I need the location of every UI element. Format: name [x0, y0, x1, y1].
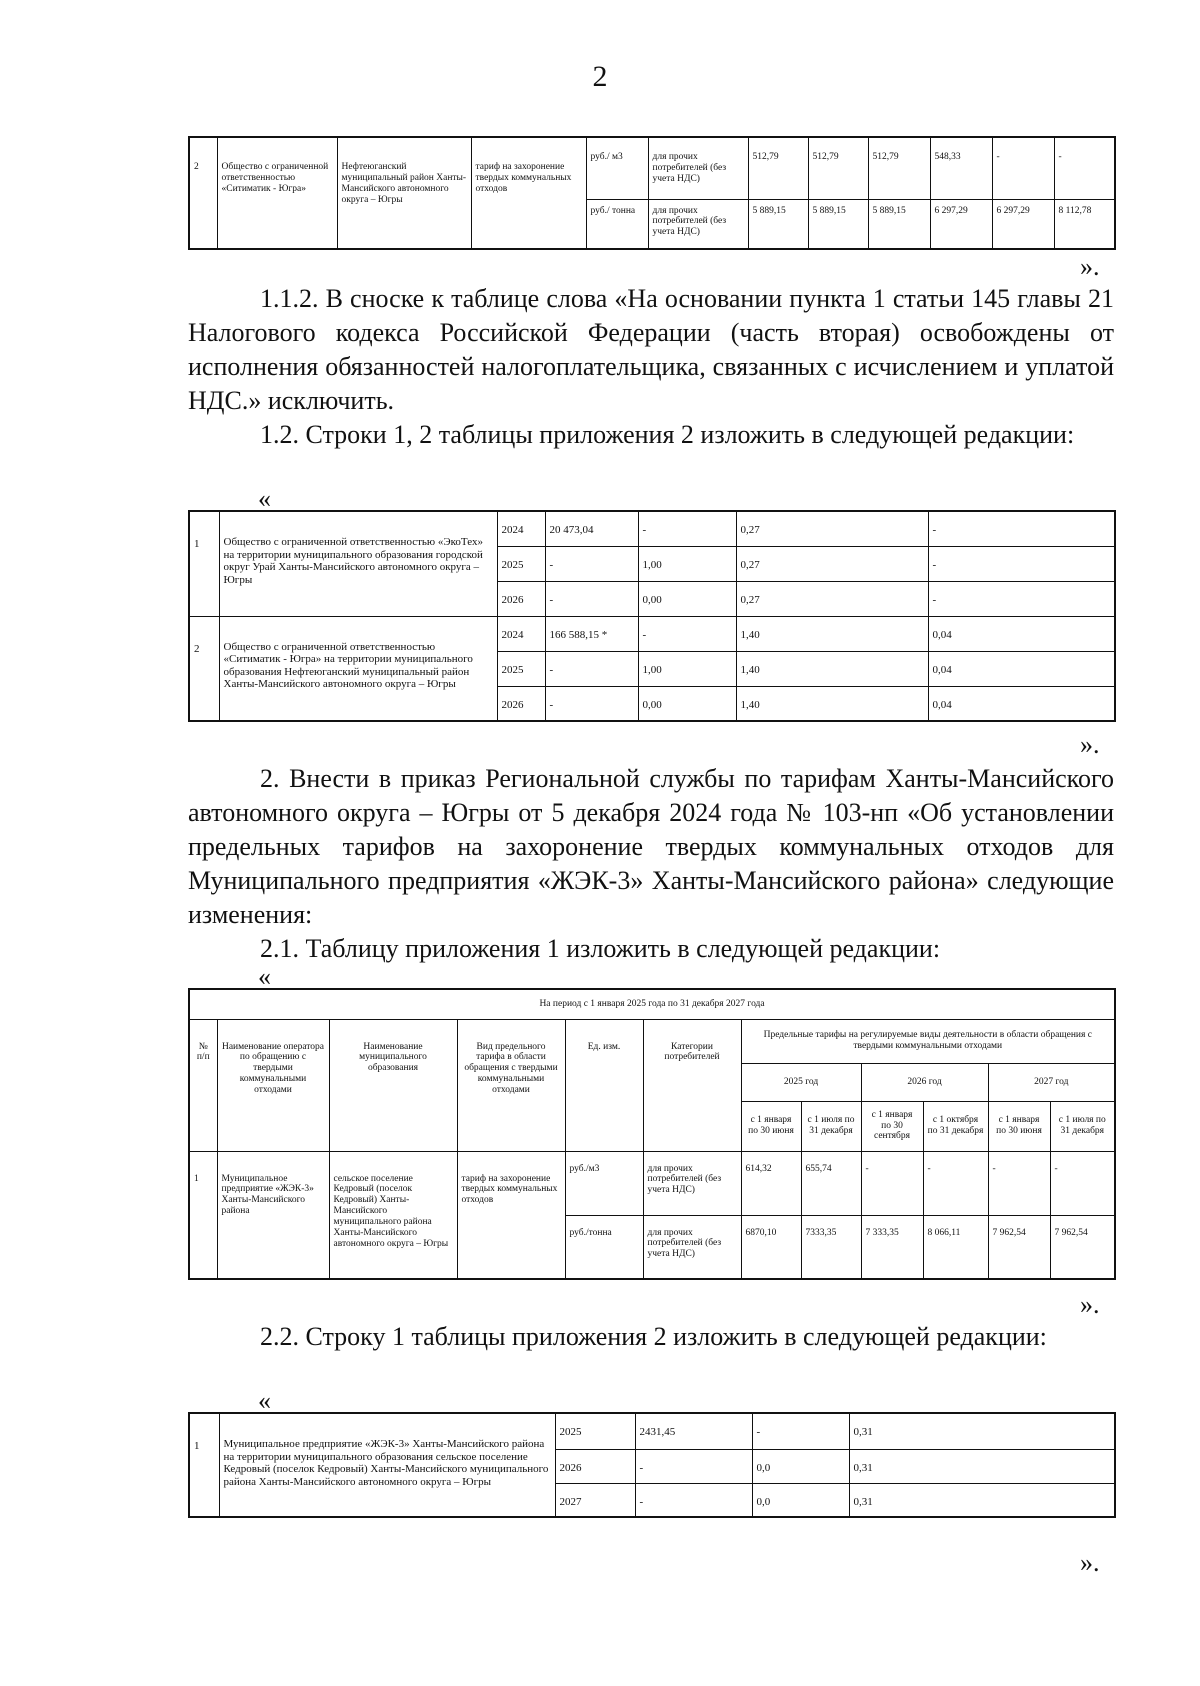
- value-cell: 0,31: [849, 1483, 1115, 1517]
- value-cell: 0,00: [638, 686, 736, 721]
- appendix2-table: [188, 510, 1116, 722]
- value-cell: -: [545, 581, 638, 616]
- paragraph-1-1-2: 1.1.2. В сноске к таблице слова «На основании пункта 1 статьи 145 главы 21 Налогового кодекса Российской Федерации (часть вторая) освобождены от исполнения обязанностей налогоплательщика, связанных с исчислением и уплатой НДС.» исключить.: [188, 284, 1114, 415]
- paragraph-2: 2. Внести в приказ Региональной службы по тарифам Ханты-Мансийского автономного округа – Югры от 5 декабря 2024 года № 103-нп «Об установлении предельных тарифов на захоронение твердых коммунальных отходов для Муниципального предприятия «ЖЭК-3» Ханты-Мансийского района» следующие изменения:: [188, 764, 1114, 929]
- year-cell: 2025: [555, 1413, 635, 1449]
- value-cell: -: [635, 1449, 752, 1483]
- col-header-operator: Наименование оператора по обращению с твердыми коммунальными отходами: [217, 1019, 329, 1151]
- value-cell: -: [752, 1413, 849, 1449]
- operator-name-cell: Общество с ограниченной ответственностью «ЭкоТех» на территории муниципального образования городской округ Урай Ханты-Мансийского автономного округа – Югры: [219, 511, 497, 616]
- municipality-cell: сельское поселение Кедровый (поселок Кедровый) Ханты-Мансийского муниципального района Ханты-Мансийского автономного округа – Югры: [329, 1151, 457, 1279]
- tariff-type-cell: тариф на захоронение твердых коммунальных отходов: [471, 137, 586, 249]
- year-cell: 2026: [497, 581, 545, 616]
- value-cell: -: [635, 1483, 752, 1517]
- value-cell: -: [545, 651, 638, 686]
- value-cell: 614,32: [741, 1151, 801, 1215]
- row-no: 1: [189, 1151, 217, 1279]
- value-cell: 6 297,29: [992, 199, 1054, 249]
- value-cell: 0,04: [928, 616, 1115, 651]
- value-cell: 1,40: [736, 686, 928, 721]
- year-cell: 2027: [555, 1483, 635, 1517]
- closing-quote: ».: [1080, 730, 1100, 759]
- municipality-cell: Нефтеюганский муниципальный район Ханты-Мансийского автономного округа – Югры: [337, 137, 471, 249]
- value-cell: 5 889,15: [748, 199, 808, 249]
- top-tariff-table: [188, 136, 1116, 250]
- value-cell: -: [988, 1151, 1050, 1215]
- col-header-period: с 1 января по 30 июня: [988, 1101, 1050, 1151]
- paragraph-1-2: 1.2. Строки 1, 2 таблицы приложения 2 изложить в следующей редакции:: [260, 420, 1075, 449]
- col-header-category: Категории потребителей: [643, 1019, 741, 1151]
- operator-cell: Общество с ограниченной ответственностью «Ситиматик - Югра»: [217, 137, 337, 249]
- category-cell: для прочих потребителей (без учета НДС): [648, 199, 748, 249]
- value-cell: 7 962,54: [1050, 1215, 1115, 1279]
- col-header-unit: Ед. изм.: [565, 1019, 643, 1151]
- paragraph-2-1: 2.1. Таблицу приложения 1 изложить в следующей редакции:: [260, 934, 941, 963]
- page-number: 2: [592, 60, 608, 93]
- col-header-period: с 1 июля по 31 декабря: [1050, 1101, 1115, 1151]
- value-cell: 1,40: [736, 616, 928, 651]
- closing-quote: ».: [1080, 1290, 1100, 1319]
- value-cell: -: [928, 511, 1115, 546]
- col-header-tariff-type: Вид предельного тарифа в области обращения с твердыми коммунальными отходами: [457, 1019, 565, 1151]
- value-cell: 512,79: [748, 137, 808, 199]
- category-cell: для прочих потребителей (без учета НДС): [648, 137, 748, 199]
- row-no: 1: [189, 511, 219, 616]
- period-header: На период с 1 января 2025 года по 31 декабря 2027 года: [189, 989, 1115, 1019]
- unit-cell: руб./ тонна: [586, 199, 648, 249]
- value-cell: 5 889,15: [868, 199, 930, 249]
- value-cell: 6870,10: [741, 1215, 801, 1279]
- value-cell: 0,0: [752, 1483, 849, 1517]
- value-cell: 0,04: [928, 686, 1115, 721]
- col-header-period: с 1 января по 30 июня: [741, 1101, 801, 1151]
- unit-cell: руб./ м3: [586, 137, 648, 199]
- unit-cell: руб./тонна: [565, 1215, 643, 1279]
- value-cell: -: [1050, 1151, 1115, 1215]
- value-cell: 0,27: [736, 546, 928, 581]
- col-header-2026: 2026 год: [861, 1063, 988, 1101]
- col-header-2027: 2027 год: [988, 1063, 1115, 1101]
- year-cell: 2025: [497, 546, 545, 581]
- value-cell: -: [861, 1151, 923, 1215]
- col-header-period: с 1 января по 30 сентября: [861, 1101, 923, 1151]
- value-cell: 8 112,78: [1054, 199, 1115, 249]
- year-cell: 2025: [497, 651, 545, 686]
- value-cell: 0,27: [736, 511, 928, 546]
- row-no: 2: [189, 137, 217, 249]
- value-cell: 0,0: [752, 1449, 849, 1483]
- operator-cell: Муниципальное предприятие «ЖЭК-3» Ханты-Мансийского района: [217, 1151, 329, 1279]
- value-cell: 0,04: [928, 651, 1115, 686]
- value-cell: -: [638, 616, 736, 651]
- value-cell: 1,00: [638, 651, 736, 686]
- year-cell: 2024: [497, 511, 545, 546]
- value-cell: 1,00: [638, 546, 736, 581]
- tariff-type-cell: тариф на захоронение твердых коммунальных отходов: [457, 1151, 565, 1279]
- value-cell: 5 889,15: [808, 199, 868, 249]
- col-header-2025: 2025 год: [741, 1063, 861, 1101]
- value-cell: 0,31: [849, 1413, 1115, 1449]
- row-no: 2: [189, 616, 219, 721]
- opening-quote: «: [258, 962, 271, 991]
- category-cell: для прочих потребителей (без учета НДС): [643, 1151, 741, 1215]
- value-cell: -: [545, 546, 638, 581]
- paragraph-2-2: 2.2. Строку 1 таблицы приложения 2 изложить в следующей редакции:: [260, 1322, 1047, 1351]
- value-cell: 6 297,29: [930, 199, 992, 249]
- col-header-municipality: Наименование муниципального образования: [329, 1019, 457, 1151]
- value-cell: 20 473,04: [545, 511, 638, 546]
- value-cell: -: [928, 546, 1115, 581]
- value-cell: 7 333,35: [861, 1215, 923, 1279]
- value-cell: 0,27: [736, 581, 928, 616]
- value-cell: 8 066,11: [923, 1215, 988, 1279]
- value-cell: 548,33: [930, 137, 992, 199]
- col-header-no: № п/п: [189, 1019, 217, 1151]
- row-no: 1: [189, 1413, 219, 1517]
- value-cell: 512,79: [868, 137, 930, 199]
- unit-cell: руб./м3: [565, 1151, 643, 1215]
- value-cell: -: [545, 686, 638, 721]
- opening-quote: «: [258, 1386, 271, 1415]
- appendix2-row1-table: [188, 1412, 1116, 1518]
- value-cell: 166 588,15 *: [545, 616, 638, 651]
- value-cell: 0,31: [849, 1449, 1115, 1483]
- value-cell: 512,79: [808, 137, 868, 199]
- year-cell: 2026: [555, 1449, 635, 1483]
- col-header-limits: Предельные тарифы на регулируемые виды деятельности в области обращения с твердыми коммунальными отходами: [741, 1019, 1115, 1063]
- value-cell: -: [1054, 137, 1115, 199]
- operator-name-cell: Общество с ограниченной ответственностью «Ситиматик - Югра» на территории муниципального образования Нефтеюганский муниципальный район Ханты-Мансийского автономного округа – Югры: [219, 616, 497, 721]
- opening-quote: «: [258, 484, 271, 513]
- value-cell: -: [992, 137, 1054, 199]
- value-cell: 0,00: [638, 581, 736, 616]
- appendix1-table: [188, 988, 1116, 1280]
- col-header-period: с 1 октября по 31 декабря: [923, 1101, 988, 1151]
- category-cell: для прочих потребителей (без учета НДС): [643, 1215, 741, 1279]
- value-cell: -: [923, 1151, 988, 1215]
- year-cell: 2024: [497, 616, 545, 651]
- value-cell: 7 962,54: [988, 1215, 1050, 1279]
- value-cell: 1,40: [736, 651, 928, 686]
- value-cell: -: [928, 581, 1115, 616]
- value-cell: 655,74: [801, 1151, 861, 1215]
- value-cell: 2431,45: [635, 1413, 752, 1449]
- year-cell: 2026: [497, 686, 545, 721]
- operator-name-cell: Муниципальное предприятие «ЖЭК-3» Ханты-Мансийского района на территории муниципального образования сельское поселение Кедровый (поселок Кедровый) Ханты-Мансийского муниципального района Ханты-Мансийского автономного округа – Югры: [219, 1413, 555, 1517]
- closing-quote: ».: [1080, 1548, 1100, 1577]
- closing-quote: ».: [1080, 252, 1100, 281]
- col-header-period: с 1 июля по 31 декабря: [801, 1101, 861, 1151]
- value-cell: 7333,35: [801, 1215, 861, 1279]
- value-cell: -: [638, 511, 736, 546]
